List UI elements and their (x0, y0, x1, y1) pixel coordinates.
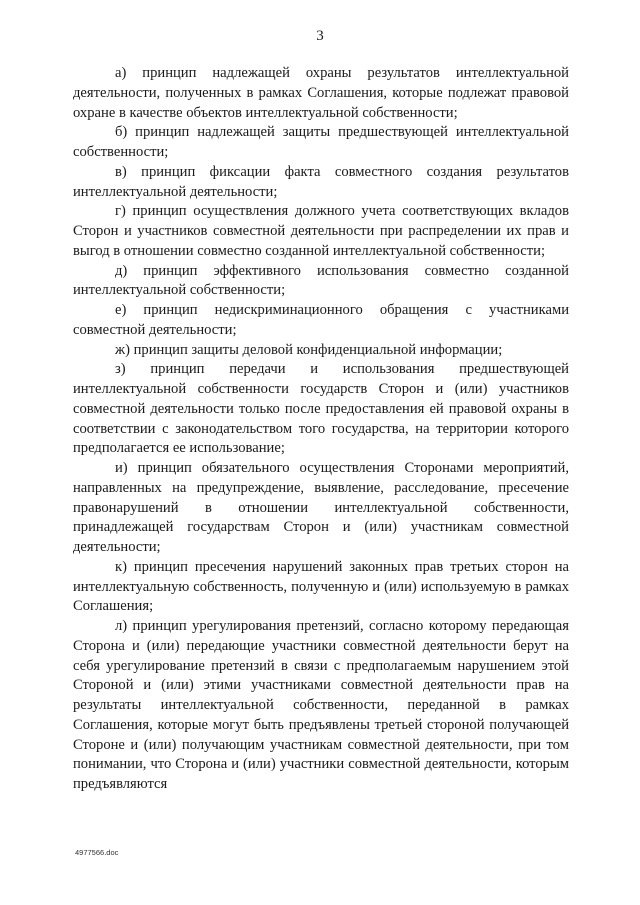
list-item-k: к) принцип пресечения нарушений законных прав третьих сторон на интеллектуальную собственность, полученную и (или) используемую в рамках Соглашения; (73, 558, 569, 615)
list-item-d: д) принцип эффективного использования совместно созданной интеллектуальной собственности; (73, 262, 569, 299)
list-item-a: а) принцип надлежащей охраны результатов интеллектуальной деятельности, полученных в рамках Соглашения, которые подлежат правовой охране в качестве объектов интеллектуальной собственности; (73, 65, 569, 121)
list-item-v: в) принцип фиксации факта совместного создания результатов интеллектуальной деятельности; (73, 163, 569, 200)
list-item-i: и) принцип обязательного осуществления Сторонами мероприятий, направленных на предупреждение, выявление, расследование, пресечение правонарушений в отношении интеллектуальной собственности, принадлежащей государствам Сторон и (или) участникам совместной деятельности; (73, 460, 569, 555)
page-number: 3 (316, 28, 324, 44)
document-body (73, 64, 569, 795)
list-item-z: з) принцип передачи и использования предшествующей интеллектуальной собственности государств Сторон и (или) участников совместной деятельности только после предоставления ей правовой охраны в соответствии с законодательством того государства, на территории которого предполагается ее использование; (73, 361, 569, 457)
list-item-e: е) принцип недискриминационного обращения с участниками совместной деятельности; (73, 302, 569, 338)
list-item-b: б) принцип надлежащей защиты предшествующей интеллектуальной собственности; (73, 124, 569, 160)
file-name-footer: 4977566.doc (75, 848, 119, 857)
list-item-g: г) принцип осуществления должного учета соответствующих вкладов Сторон и участников совместной деятельности при распределении их прав и выгод в отношении совместно созданной интеллектуальной собственности; (73, 203, 569, 259)
list-item-zh: ж) принцип защиты деловой конфиденциальной информации; (115, 341, 503, 358)
list-item-l: л) принцип урегулирования претензий, согласно которому передающая Сторона и (или) передающие участники совместной деятельности берут на себя урегулирование претензий в связи с предполагаемым нарушением этой Стороной и (или) этими участниками совместной деятельности прав на результаты интеллектуальной собственности, переданной в рамках Соглашения, которые могут быть предъявлены третьей стороной получающей Стороне и (или) получающим участникам совместной деятельности, при том понимании, что Сторона и (или) участники совместной деятельности, которым предъявляются (73, 618, 569, 792)
